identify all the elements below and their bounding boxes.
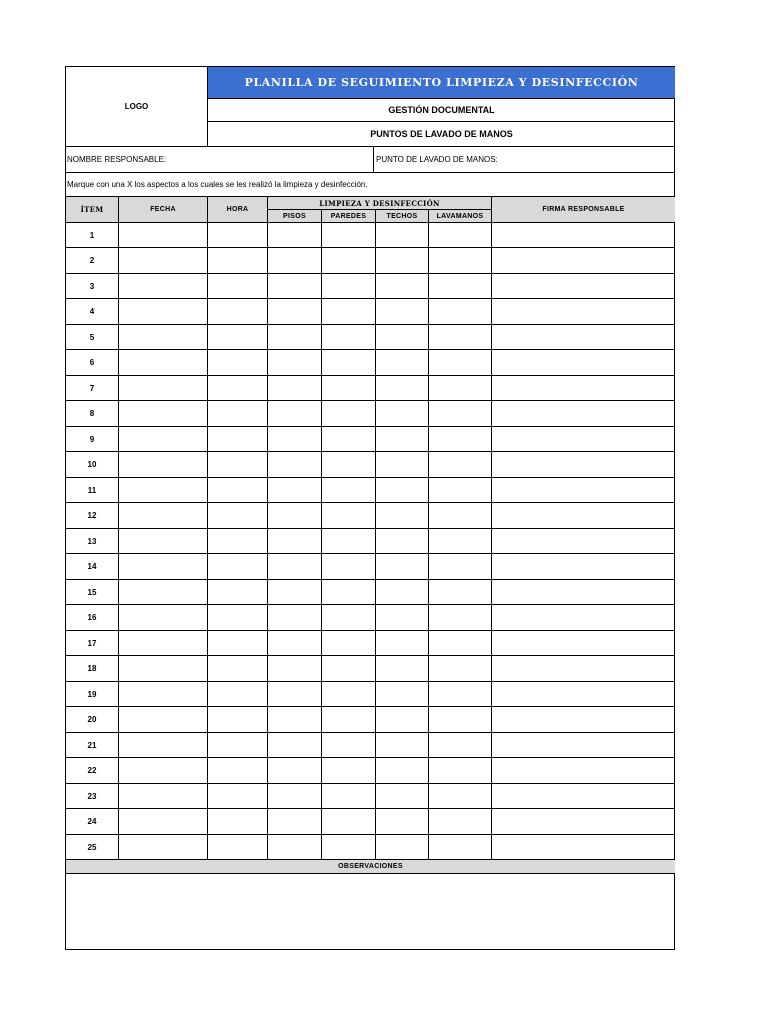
fecha-cell[interactable] (119, 809, 208, 835)
lavamanos-cell[interactable] (429, 376, 492, 401)
fecha-cell[interactable] (119, 631, 208, 656)
hora-cell[interactable] (208, 682, 268, 707)
hora-cell[interactable] (208, 835, 268, 860)
column-header-fecha: FECHA (119, 197, 208, 223)
fecha-cell[interactable] (119, 401, 208, 427)
item-number: 19 (66, 682, 119, 707)
paredes-cell[interactable] (322, 554, 376, 580)
column-header-pisos: PISOS (268, 210, 322, 223)
hora-cell[interactable] (208, 427, 268, 452)
paredes-cell[interactable] (322, 452, 376, 478)
item-number: 14 (66, 554, 119, 580)
fecha-cell[interactable] (119, 503, 208, 529)
hora-cell[interactable] (208, 758, 268, 784)
firma-cell[interactable] (492, 580, 675, 605)
column-header-hora: HORA (208, 197, 268, 223)
firma-cell[interactable] (492, 656, 675, 682)
paredes-cell[interactable] (322, 350, 376, 376)
column-group-limpieza: LIMPIEZA Y DESINFECCIÓN (268, 197, 492, 210)
item-number: 2 (66, 248, 119, 274)
observaciones-header: OBSERVACIONES (66, 860, 675, 874)
techos-cell[interactable] (376, 427, 429, 452)
firma-cell[interactable] (492, 299, 675, 325)
firma-cell[interactable] (492, 631, 675, 656)
pisos-cell[interactable] (268, 554, 322, 580)
observaciones-field[interactable] (66, 874, 675, 949)
lavamanos-cell[interactable] (429, 299, 492, 325)
pisos-cell[interactable] (268, 835, 322, 860)
hora-cell[interactable] (208, 452, 268, 478)
techos-cell[interactable] (376, 529, 429, 554)
paredes-cell[interactable] (322, 656, 376, 682)
pisos-cell[interactable] (268, 401, 322, 427)
item-number: 22 (66, 758, 119, 784)
lavamanos-cell[interactable] (429, 248, 492, 274)
firma-cell[interactable] (492, 605, 675, 631)
techos-cell[interactable] (376, 682, 429, 707)
lavamanos-cell[interactable] (429, 809, 492, 835)
fecha-cell[interactable] (119, 682, 208, 707)
techos-cell[interactable] (376, 478, 429, 503)
firma-cell[interactable] (492, 682, 675, 707)
item-number: 6 (66, 350, 119, 376)
lavamanos-cell[interactable] (429, 478, 492, 503)
paredes-cell[interactable] (322, 325, 376, 350)
lavamanos-cell[interactable] (429, 401, 492, 427)
hora-cell[interactable] (208, 809, 268, 835)
paredes-cell[interactable] (322, 248, 376, 274)
hora-cell[interactable] (208, 274, 268, 299)
techos-cell[interactable] (376, 758, 429, 784)
lavamanos-cell[interactable] (429, 682, 492, 707)
hora-cell[interactable] (208, 478, 268, 503)
lavamanos-cell[interactable] (429, 452, 492, 478)
techos-cell[interactable] (376, 376, 429, 401)
item-number: 16 (66, 605, 119, 631)
fecha-cell[interactable] (119, 223, 208, 248)
item-number: 4 (66, 299, 119, 325)
techos-cell[interactable] (376, 401, 429, 427)
firma-cell[interactable] (492, 503, 675, 529)
hora-cell[interactable] (208, 223, 268, 248)
fecha-cell[interactable] (119, 554, 208, 580)
item-number: 25 (66, 835, 119, 860)
pisos-cell[interactable] (268, 631, 322, 656)
item-number: 3 (66, 274, 119, 299)
firma-cell[interactable] (492, 427, 675, 452)
paredes-cell[interactable] (322, 401, 376, 427)
fecha-cell[interactable] (119, 299, 208, 325)
pisos-cell[interactable] (268, 299, 322, 325)
form-title: PLANILLA DE SEGUIMIENTO LIMPIEZA Y DESINFECCIÓN (208, 67, 675, 99)
firma-cell[interactable] (492, 758, 675, 784)
fecha-cell[interactable] (119, 248, 208, 274)
item-number: 17 (66, 631, 119, 656)
pisos-cell[interactable] (268, 325, 322, 350)
item-number: 1 (66, 223, 119, 248)
paredes-cell[interactable] (322, 733, 376, 758)
column-header-paredes: PAREDES (322, 210, 376, 223)
paredes-cell[interactable] (322, 427, 376, 452)
techos-cell[interactable] (376, 605, 429, 631)
paredes-cell[interactable] (322, 758, 376, 784)
paredes-cell[interactable] (322, 707, 376, 733)
lavamanos-cell[interactable] (429, 427, 492, 452)
lavamanos-cell[interactable] (429, 631, 492, 656)
hora-cell[interactable] (208, 707, 268, 733)
fecha-cell[interactable] (119, 529, 208, 554)
paredes-cell[interactable] (322, 682, 376, 707)
techos-cell[interactable] (376, 350, 429, 376)
item-number: 9 (66, 427, 119, 452)
document-category: GESTIÓN DOCUMENTAL (208, 99, 675, 122)
pisos-cell[interactable] (268, 707, 322, 733)
firma-cell[interactable] (492, 529, 675, 554)
hora-cell[interactable] (208, 503, 268, 529)
fecha-cell[interactable] (119, 835, 208, 860)
fecha-cell[interactable] (119, 758, 208, 784)
pisos-cell[interactable] (268, 452, 322, 478)
firma-cell[interactable] (492, 707, 675, 733)
techos-cell[interactable] (376, 274, 429, 299)
hora-cell[interactable] (208, 248, 268, 274)
lavamanos-cell[interactable] (429, 529, 492, 554)
paredes-cell[interactable] (322, 835, 376, 860)
paredes-cell[interactable] (322, 478, 376, 503)
techos-cell[interactable] (376, 784, 429, 809)
fecha-cell[interactable] (119, 733, 208, 758)
pisos-cell[interactable] (268, 376, 322, 401)
techos-cell[interactable] (376, 223, 429, 248)
pisos-cell[interactable] (268, 605, 322, 631)
item-number: 7 (66, 376, 119, 401)
hora-cell[interactable] (208, 401, 268, 427)
document-subject: PUNTOS DE LAVADO DE MANOS (208, 122, 675, 147)
paredes-cell[interactable] (322, 529, 376, 554)
pisos-cell[interactable] (268, 478, 322, 503)
hora-cell[interactable] (208, 376, 268, 401)
lavamanos-cell[interactable] (429, 784, 492, 809)
item-number: 21 (66, 733, 119, 758)
item-number: 18 (66, 656, 119, 682)
item-number: 13 (66, 529, 119, 554)
techos-cell[interactable] (376, 656, 429, 682)
lavamanos-cell[interactable] (429, 350, 492, 376)
techos-cell[interactable] (376, 503, 429, 529)
fecha-cell[interactable] (119, 452, 208, 478)
techos-cell[interactable] (376, 580, 429, 605)
firma-cell[interactable] (492, 478, 675, 503)
pisos-cell[interactable] (268, 350, 322, 376)
lavamanos-cell[interactable] (429, 503, 492, 529)
pisos-cell[interactable] (268, 503, 322, 529)
responsable-name-field[interactable]: NOMBRE RESPONSABLE: (66, 147, 374, 173)
column-header-lavamanos: LAVAMANOS (429, 210, 492, 223)
pisos-cell[interactable] (268, 656, 322, 682)
hora-cell[interactable] (208, 631, 268, 656)
item-number: 5 (66, 325, 119, 350)
lavamanos-cell[interactable] (429, 605, 492, 631)
item-number: 24 (66, 809, 119, 835)
lavamanos-cell[interactable] (429, 223, 492, 248)
firma-cell[interactable] (492, 733, 675, 758)
techos-cell[interactable] (376, 452, 429, 478)
techos-cell[interactable] (376, 248, 429, 274)
firma-cell[interactable] (492, 809, 675, 835)
fecha-cell[interactable] (119, 784, 208, 809)
pisos-cell[interactable] (268, 682, 322, 707)
pisos-cell[interactable] (268, 274, 322, 299)
hora-cell[interactable] (208, 325, 268, 350)
fecha-cell[interactable] (119, 350, 208, 376)
firma-cell[interactable] (492, 452, 675, 478)
firma-cell[interactable] (492, 223, 675, 248)
fecha-cell[interactable] (119, 376, 208, 401)
paredes-cell[interactable] (322, 605, 376, 631)
pisos-cell[interactable] (268, 223, 322, 248)
lavamanos-cell[interactable] (429, 580, 492, 605)
item-number: 11 (66, 478, 119, 503)
pisos-cell[interactable] (268, 248, 322, 274)
hora-cell[interactable] (208, 554, 268, 580)
firma-cell[interactable] (492, 350, 675, 376)
paredes-cell[interactable] (322, 631, 376, 656)
paredes-cell[interactable] (322, 580, 376, 605)
pisos-cell[interactable] (268, 529, 322, 554)
firma-cell[interactable] (492, 274, 675, 299)
item-number: 8 (66, 401, 119, 427)
instruction-text: Marque con una X los aspectos a los cuales se les realizó la limpieza y desinfección. (66, 173, 675, 197)
pisos-cell[interactable] (268, 784, 322, 809)
hora-cell[interactable] (208, 529, 268, 554)
fecha-cell[interactable] (119, 274, 208, 299)
hora-cell[interactable] (208, 605, 268, 631)
techos-cell[interactable] (376, 631, 429, 656)
firma-cell[interactable] (492, 248, 675, 274)
fecha-cell[interactable] (119, 478, 208, 503)
firma-cell[interactable] (492, 325, 675, 350)
item-number: 23 (66, 784, 119, 809)
pisos-cell[interactable] (268, 758, 322, 784)
techos-cell[interactable] (376, 707, 429, 733)
fecha-cell[interactable] (119, 427, 208, 452)
item-number: 20 (66, 707, 119, 733)
fecha-cell[interactable] (119, 605, 208, 631)
lavamanos-cell[interactable] (429, 325, 492, 350)
firma-cell[interactable] (492, 376, 675, 401)
techos-cell[interactable] (376, 835, 429, 860)
fecha-cell[interactable] (119, 325, 208, 350)
paredes-cell[interactable] (322, 223, 376, 248)
handwash-point-field[interactable]: PUNTO DE LAVADO DE MANOS: (374, 147, 675, 173)
firma-cell[interactable] (492, 554, 675, 580)
column-header-item: ÍTEM (66, 197, 119, 223)
pisos-cell[interactable] (268, 809, 322, 835)
pisos-cell[interactable] (268, 733, 322, 758)
firma-cell[interactable] (492, 835, 675, 860)
lavamanos-cell[interactable] (429, 707, 492, 733)
lavamanos-cell[interactable] (429, 835, 492, 860)
hora-cell[interactable] (208, 299, 268, 325)
paredes-cell[interactable] (322, 274, 376, 299)
item-number: 12 (66, 503, 119, 529)
paredes-cell[interactable] (322, 376, 376, 401)
techos-cell[interactable] (376, 809, 429, 835)
firma-cell[interactable] (492, 401, 675, 427)
lavamanos-cell[interactable] (429, 554, 492, 580)
techos-cell[interactable] (376, 299, 429, 325)
techos-cell[interactable] (376, 554, 429, 580)
lavamanos-cell[interactable] (429, 274, 492, 299)
paredes-cell[interactable] (322, 809, 376, 835)
column-header-firma: FIRMA RESPONSABLE (492, 197, 675, 223)
hora-cell[interactable] (208, 733, 268, 758)
pisos-cell[interactable] (268, 427, 322, 452)
paredes-cell[interactable] (322, 299, 376, 325)
item-number: 15 (66, 580, 119, 605)
paredes-cell[interactable] (322, 503, 376, 529)
logo-placeholder: LOGO (66, 67, 208, 147)
techos-cell[interactable] (376, 733, 429, 758)
hora-cell[interactable] (208, 580, 268, 605)
hora-cell[interactable] (208, 656, 268, 682)
lavamanos-cell[interactable] (429, 758, 492, 784)
firma-cell[interactable] (492, 784, 675, 809)
hora-cell[interactable] (208, 350, 268, 376)
item-number: 10 (66, 452, 119, 478)
fecha-cell[interactable] (119, 580, 208, 605)
paredes-cell[interactable] (322, 784, 376, 809)
column-header-techos: TECHOS (376, 210, 429, 223)
pisos-cell[interactable] (268, 580, 322, 605)
fecha-cell[interactable] (119, 656, 208, 682)
techos-cell[interactable] (376, 325, 429, 350)
form-sheet (65, 66, 675, 950)
fecha-cell[interactable] (119, 707, 208, 733)
lavamanos-cell[interactable] (429, 656, 492, 682)
hora-cell[interactable] (208, 784, 268, 809)
lavamanos-cell[interactable] (429, 733, 492, 758)
